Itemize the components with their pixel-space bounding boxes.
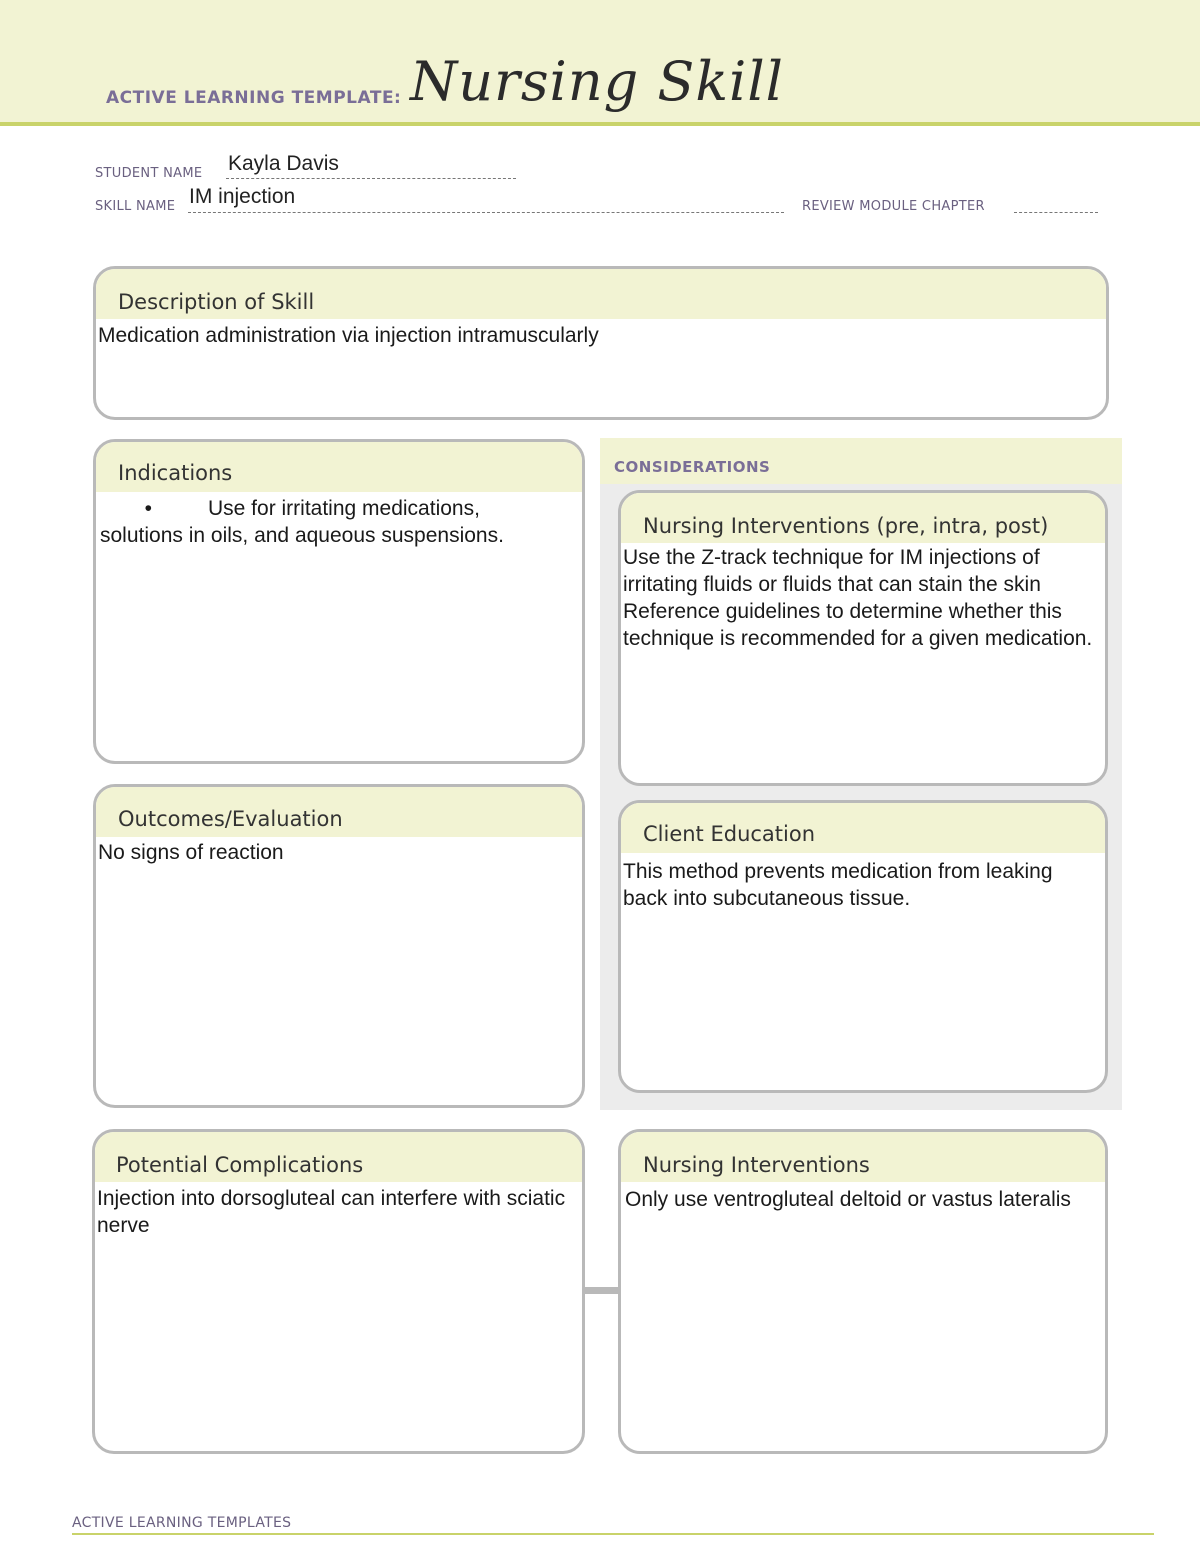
complications-box [92,1129,585,1454]
description-title: Description of Skill [118,290,315,314]
description-box [93,266,1109,420]
client-education-header [621,803,1105,853]
complications-body[interactable]: Injection into dorsogluteal can interfere with sciatic nerve [97,1187,566,1237]
footer-label: ACTIVE LEARNING TEMPLATES [72,1515,292,1531]
client-education-box [618,800,1108,1093]
client-education-title: Client Education [643,822,816,846]
outcomes-title: Outcomes/Evaluation [118,807,343,831]
skill-name-label: SKILL NAME [95,199,176,214]
indications-header [96,442,582,492]
review-module-line [1014,212,1098,213]
nursing-interventions-header [621,1132,1105,1182]
indications-text-rest: solutions in oils, and aqueous suspensions. [100,524,504,547]
page-title: Nursing Skill [410,50,784,113]
description-header [96,269,1106,319]
header-divider [0,122,1200,126]
student-name-line [226,178,516,179]
indications-text-first: Use for irritating medications, [208,497,480,520]
nursing-interventions-prepost-box [618,490,1108,786]
nursing-interventions-prepost-title: Nursing Interventions (pre, intra, post) [643,514,1049,538]
outcomes-body[interactable]: No signs of reaction [98,841,284,864]
outcomes-header [96,787,582,837]
footer-divider [72,1533,1154,1535]
nursing-interventions-title: Nursing Interventions [643,1153,870,1177]
outcomes-box [93,784,585,1108]
complications-title: Potential Complications [116,1153,364,1177]
skill-name-value[interactable]: IM injection [189,185,296,208]
student-name-label: STUDENT NAME [95,166,203,181]
nursing-interventions-body[interactable]: Only use ventrogluteal deltoid or vastus lateralis [625,1188,1071,1211]
skill-name-line [188,212,784,213]
considerations-label: CONSIDERATIONS [614,458,771,476]
nursing-interventions-prepost-body[interactable]: Use the Z-track technique for IM injections of irritating fluids or fluids that can stain the skin Reference guidelines to determine whether this technique is recommended for a given medication. [623,546,1093,650]
review-module-label: REVIEW MODULE CHAPTER [802,199,985,214]
description-body[interactable]: Medication administration via injection intramuscularly [98,324,599,347]
complications-header [95,1132,582,1182]
bullet-icon: • [144,497,152,520]
indications-body[interactable] [96,492,582,549]
box-connector [582,1287,622,1294]
client-education-body[interactable]: This method prevents medication from leaking back into subcutaneous tissue. [623,860,1053,910]
nursing-interventions-prepost-header [621,493,1105,543]
student-name-value[interactable]: Kayla Davis [228,152,339,175]
indications-box [93,439,585,764]
indications-title: Indications [118,461,233,485]
nursing-interventions-box [618,1129,1108,1454]
template-label: ACTIVE LEARNING TEMPLATE: [106,88,402,108]
